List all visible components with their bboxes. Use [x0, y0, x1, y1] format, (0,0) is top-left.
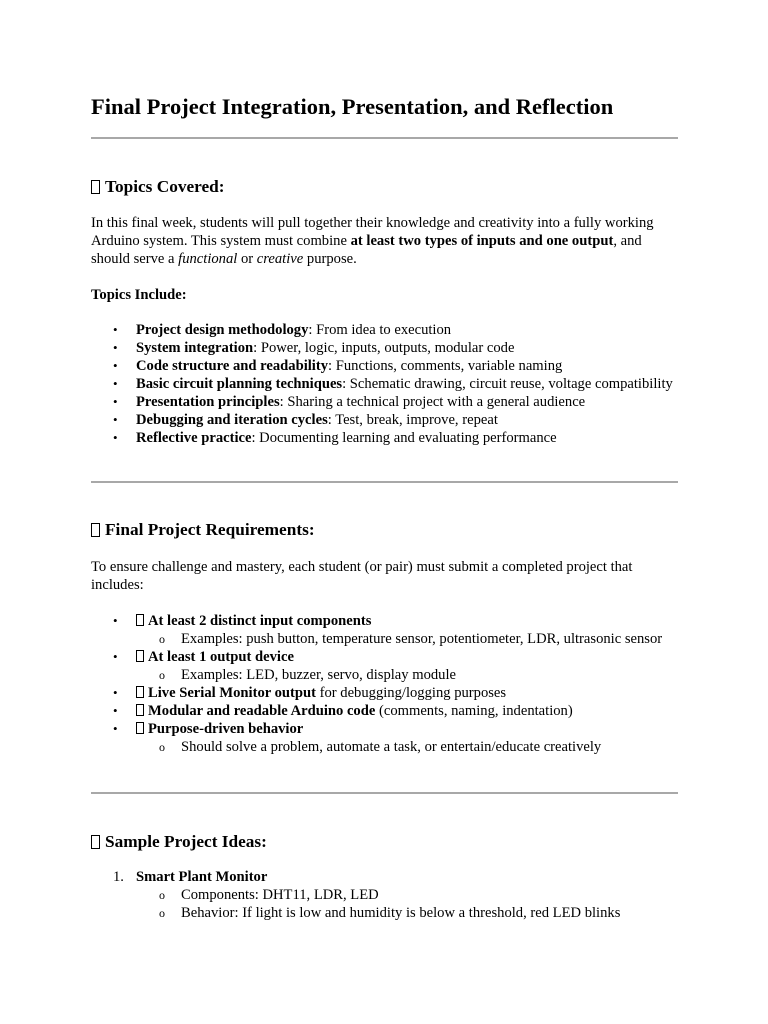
item-title: Modular and readable Arduino code [148, 703, 376, 719]
bullet-marker: • [113, 721, 118, 736]
bullet-marker: • [113, 685, 118, 700]
missing-glyph-icon [136, 614, 144, 626]
item-title: Project design methodology [136, 322, 309, 338]
missing-glyph-icon [136, 650, 144, 662]
list-item [91, 720, 678, 738]
sub-list-item [91, 666, 678, 684]
item-text: : Schematic drawing, circuit reuse, voltage compatibility [342, 376, 673, 392]
list-item [91, 648, 678, 666]
topics-include-label: Topics Include: [91, 287, 187, 303]
list-item [91, 411, 678, 429]
section-heading-ideas: Sample Project Ideas: [91, 831, 267, 853]
section-heading-requirements: Final Project Requirements: [91, 519, 315, 541]
list-item [91, 612, 678, 630]
list-item [91, 702, 678, 720]
list-item [91, 393, 678, 411]
item-text: for debugging/logging purposes [315, 685, 507, 701]
missing-glyph-icon [91, 523, 100, 537]
item-title: At least 2 distinct input components [148, 613, 372, 629]
item-title: At least 1 output device [148, 649, 294, 665]
sub-bullet-marker: o [159, 668, 165, 682]
item-title: Code structure and readability [136, 358, 329, 374]
sub-item-text: Examples: LED, buzzer, servo, display module [181, 667, 457, 683]
item-text: (comments, naming, indentation) [375, 703, 573, 719]
bullet-marker: • [113, 412, 118, 427]
list-number: 1. [113, 869, 124, 885]
bullet-marker: • [113, 322, 118, 337]
sub-item-text: Behavior: If light is low and humidity is below a threshold, red LED blinks [181, 905, 621, 921]
sub-bullet-marker: o [159, 740, 165, 754]
item-text: : Sharing a technical project with a general audience [279, 394, 586, 410]
requirements-intro: To ensure challenge and mastery, each student (or pair) must submit a completed project that includes: [91, 559, 633, 593]
topics-intro-paragraph: In this final week, students will pull together their knowledge and creativity into a fully working Arduino system. This system must combine at least two types of inputs and one output, and should serve a functional or creative purpose. [91, 215, 654, 267]
list-item [91, 339, 678, 357]
missing-glyph-icon [136, 704, 144, 716]
sub-bullet-marker: o [159, 632, 165, 646]
bullet-marker: • [113, 376, 118, 391]
bullet-marker: • [113, 703, 118, 718]
list-item [91, 357, 678, 375]
item-title: Live Serial Monitor output [148, 685, 316, 701]
missing-glyph-icon [91, 180, 100, 194]
list-item [91, 684, 678, 702]
item-title: Smart Plant Monitor [136, 869, 268, 885]
list-item [91, 321, 678, 339]
item-text: : From idea to execution [308, 322, 452, 338]
item-text: : Power, logic, inputs, outputs, modular code [253, 340, 515, 356]
sub-item-text: Examples: push button, temperature sensor, potentiometer, LDR, ultrasonic sensor [181, 631, 663, 647]
requirements-list [91, 612, 678, 756]
item-title: Presentation principles [136, 394, 280, 410]
missing-glyph-icon [91, 835, 100, 849]
list-item [91, 429, 678, 447]
list-item [91, 375, 678, 393]
bullet-marker: • [113, 613, 118, 628]
missing-glyph-icon [136, 686, 144, 698]
item-text: : Test, break, improve, repeat [327, 412, 498, 428]
bullet-marker: • [113, 340, 118, 355]
sub-bullet-marker: o [159, 888, 165, 902]
bullet-marker: • [113, 358, 118, 373]
item-title: Reflective practice [136, 430, 252, 446]
topics-intro [91, 214, 678, 268]
sub-bullet-marker: o [159, 906, 165, 920]
sub-list-item [91, 630, 678, 648]
divider [91, 792, 678, 794]
sub-list-item [91, 904, 678, 922]
item-title: Basic circuit planning techniques [136, 376, 343, 392]
sub-list-item [91, 886, 678, 904]
sub-item-text: Components: DHT11, LDR, LED [181, 887, 379, 903]
page-title: Final Project Integration, Presentation, and Reflection [91, 94, 614, 119]
topics-list [91, 321, 678, 447]
bullet-marker: • [113, 394, 118, 409]
list-item [91, 868, 678, 886]
bullet-marker: • [113, 430, 118, 445]
section-heading-topics: Topics Covered: [91, 176, 225, 198]
divider [91, 137, 678, 139]
sub-item-text: Should solve a problem, automate a task, or entertain/educate creatively [181, 739, 602, 755]
missing-glyph-icon [136, 722, 144, 734]
item-title: Debugging and iteration cycles [136, 412, 328, 428]
item-title: Purpose-driven behavior [148, 721, 304, 737]
item-text: : Functions, comments, variable naming [328, 358, 563, 374]
item-text: : Documenting learning and evaluating performance [251, 430, 557, 446]
bullet-marker: • [113, 649, 118, 664]
sub-list-item [91, 738, 678, 756]
item-title: System integration [136, 340, 254, 356]
ideas-list [91, 868, 678, 922]
divider [91, 481, 678, 483]
